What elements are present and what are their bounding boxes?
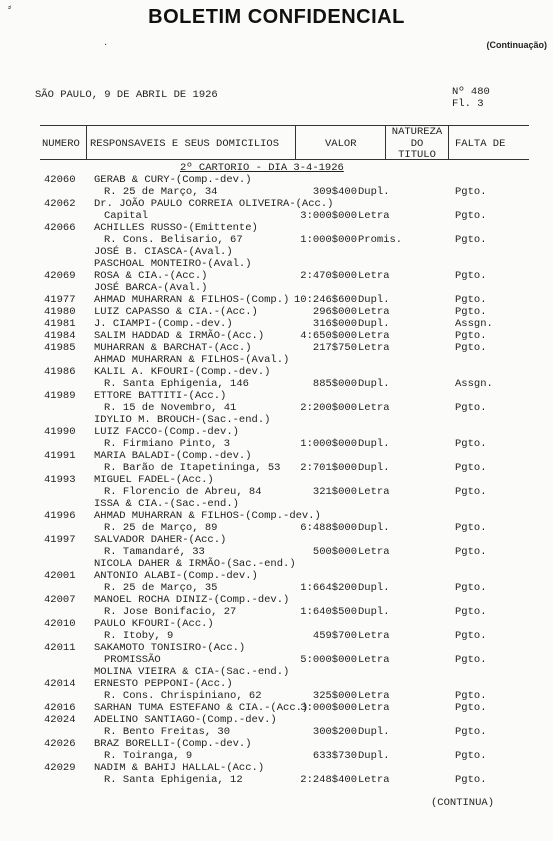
title-nature: Letra: [358, 774, 390, 786]
responsible-name: ACHILLES RUSSO-(Emittente): [94, 222, 258, 234]
table-row: [0, 702, 553, 714]
entry-value: 6:488$000: [300, 522, 357, 534]
entry-number: 41990: [44, 426, 76, 438]
entry-value: 296$000: [312, 306, 357, 318]
continua-note: (CONTINUA): [431, 797, 495, 809]
table-row: [0, 558, 553, 570]
entry-value: 885$000: [312, 378, 357, 390]
missing-reason: Pgto.: [455, 234, 487, 246]
missing-reason: Pgto.: [455, 690, 487, 702]
table-row: [0, 750, 553, 762]
column-header-responsaveis: RESPONSAVEIS E SEUS DOMICILIOS: [90, 138, 280, 150]
responsible-address: R. 25 de Março, 89: [104, 522, 218, 534]
table-row: [0, 234, 553, 246]
responsible-name: LUIZ FACCO-(Comp.-dev.): [94, 426, 239, 438]
entry-number: 41981: [44, 318, 76, 330]
entry-number: 41989: [44, 390, 76, 402]
table-row: [0, 402, 553, 414]
responsible-name: ETTORE BATTITI-(Acc.): [94, 390, 227, 402]
responsible-address: R. Jose Bonifacio, 27: [104, 606, 237, 618]
column-header-natureza: NATUREZA: [391, 126, 443, 138]
responsible-name: ANTONIO ALABI-(Comp.-dev.): [94, 570, 258, 582]
entry-number: 42011: [44, 642, 76, 654]
missing-reason: Pgto.: [455, 486, 487, 498]
title-nature: Letra: [358, 690, 390, 702]
entry-number: 42062: [44, 198, 76, 210]
entry-number: 41996: [44, 510, 76, 522]
table-row: [0, 426, 553, 438]
entry-value: 3:000$000: [300, 210, 357, 222]
responsible-name: ISSA & CIA.-(Sac.-end.): [94, 498, 239, 510]
missing-reason: Pgto.: [455, 726, 487, 738]
entry-number: 41977: [44, 294, 76, 306]
bulletin-number: Nº 480: [452, 86, 490, 98]
entry-value: 2:470$000: [300, 270, 357, 282]
entry-value: 1:000$000: [300, 234, 357, 246]
responsible-name: MIGUEL FADEL-(Acc.): [94, 474, 214, 486]
responsible-address: R. Firmiano Pinto, 3: [104, 438, 231, 450]
table-row: [0, 294, 553, 306]
responsible-name: PAULO KFOURI-(Acc.): [94, 618, 214, 630]
missing-reason: Pgto.: [455, 702, 487, 714]
responsible-name: MARIA BALADI-(Comp.-dev.): [94, 450, 252, 462]
table-row: [0, 282, 553, 294]
responsible-name: GERAB & CURY-(Comp.-dev.): [94, 174, 252, 186]
table-row: [0, 222, 553, 234]
entry-number: 42060: [44, 174, 76, 186]
entry-number: 42014: [44, 678, 76, 690]
table-row: [0, 246, 553, 258]
entry-value: 10:246$600: [293, 294, 357, 306]
table-row: [0, 582, 553, 594]
entry-value: 1:640$500: [300, 606, 357, 618]
responsible-address: R. Tamandaré, 33: [104, 546, 205, 558]
continuation-note: (Continuação): [486, 40, 547, 50]
table-header-bottom-rule: [40, 159, 529, 160]
table-row: [0, 306, 553, 318]
entry-number: 42007: [44, 594, 76, 606]
table-row: [0, 450, 553, 462]
responsible-name: MANOEL ROCHA DINIZ-(Comp.-dev.): [94, 594, 290, 606]
missing-reason: Pgto.: [455, 306, 487, 318]
table-row: [0, 762, 553, 774]
entry-number: 41985: [44, 342, 76, 354]
table-row: [0, 534, 553, 546]
entry-number: 41997: [44, 534, 76, 546]
title-nature: Promis.: [358, 234, 403, 246]
missing-reason: Pgto.: [455, 342, 487, 354]
entry-value: 300$200: [312, 726, 357, 738]
title-nature: Letra: [358, 342, 390, 354]
responsible-name: NICOLA DAHER & IRMÃO-(Sac.-end.): [94, 558, 296, 570]
table-row: [0, 342, 553, 354]
table-row: [0, 642, 553, 654]
responsible-name: J. CIAMPI-(Comp.-dev.): [94, 318, 233, 330]
entry-value: 3:000$000: [300, 702, 357, 714]
table-row: [0, 714, 553, 726]
responsible-name: BRAZ BORELLI-(Comp.-dev.): [94, 738, 252, 750]
title-nature: Dupl.: [358, 378, 390, 390]
column-divider: [448, 125, 449, 159]
missing-reason: Pgto.: [455, 582, 487, 594]
responsible-address: R. 25 de Março, 34: [104, 186, 218, 198]
table-row: [0, 366, 553, 378]
missing-reason: Pgto.: [455, 606, 487, 618]
responsible-address: Capital: [104, 210, 149, 222]
column-header-natureza-do: DO: [410, 138, 424, 150]
missing-reason: Pgto.: [455, 330, 487, 342]
table-row: [0, 546, 553, 558]
title-nature: Dupl.: [358, 438, 390, 450]
table-row: [0, 258, 553, 270]
entry-value: 500$000: [312, 546, 357, 558]
table-row: [0, 618, 553, 630]
missing-reason: Pgto.: [455, 186, 487, 198]
table-row: [0, 774, 553, 786]
entry-value: 325$000: [312, 690, 357, 702]
entry-value: 2:248$400: [300, 774, 357, 786]
section-heading: 2º CARTORIO - DIA 3-4-1926: [180, 162, 344, 174]
table-row: [0, 726, 553, 738]
missing-reason: Pgto.: [455, 630, 487, 642]
table-row: [0, 462, 553, 474]
table-row: [0, 186, 553, 198]
table-row: [0, 690, 553, 702]
table-row: [0, 210, 553, 222]
title-nature: Dupl.: [358, 186, 390, 198]
table-row: [0, 738, 553, 750]
table-row: [0, 606, 553, 618]
column-header-numero: NUMERO: [42, 138, 80, 150]
title-nature: Dupl.: [358, 522, 390, 534]
table-row: [0, 498, 553, 510]
entry-number: 42016: [44, 702, 76, 714]
missing-reason: Pgto.: [455, 462, 487, 474]
responsible-name: ROSA & CIA.-(Acc.): [94, 270, 208, 282]
folio-number: Fl. 3: [452, 98, 484, 110]
responsible-name: JOSÉ BARCA-(Aval.): [94, 282, 208, 294]
responsible-name: MUHARRAN & BARCHAT-(Acc.): [94, 342, 252, 354]
missing-reason: Pgto.: [455, 522, 487, 534]
entry-number: 41984: [44, 330, 76, 342]
responsible-address: R. Santa Ephigenia, 146: [104, 378, 249, 390]
entry-number: 42066: [44, 222, 76, 234]
table-row: [0, 474, 553, 486]
responsible-address: R. 25 de Março, 35: [104, 582, 218, 594]
responsible-address: R. Bento Freitas, 30: [104, 726, 231, 738]
entry-value: 217$750: [312, 342, 357, 354]
missing-reason: Pgto.: [455, 294, 487, 306]
responsible-name: ERNESTO PEPPONI-(Acc.): [94, 678, 233, 690]
title-nature: Dupl.: [358, 726, 390, 738]
responsible-name: ADELINO SANTIAGO-(Comp.-dev.): [94, 714, 277, 726]
column-divider: [86, 125, 87, 159]
title-nature: Letra: [358, 330, 390, 342]
table-row: [0, 630, 553, 642]
responsible-name: JOSÉ B. CIASCA-(Aval.): [94, 246, 233, 258]
responsible-name: KALIL A. KFOURI-(Comp.-dev.): [94, 366, 271, 378]
entry-number: 42029: [44, 762, 76, 774]
responsible-name: SALIM HADDAD & IRMÃO-(Acc.): [94, 330, 265, 342]
title-nature: Letra: [358, 402, 390, 414]
missing-reason: Pgto.: [455, 210, 487, 222]
title-nature: Letra: [358, 486, 390, 498]
missing-reason: Pgto.: [455, 546, 487, 558]
entry-number: 42026: [44, 738, 76, 750]
title-nature: Dupl.: [358, 462, 390, 474]
responsible-address: R. Santa Ephigenia, 12: [104, 774, 243, 786]
table-row: [0, 510, 553, 522]
page-title: BOLETIM CONFIDENCIAL: [148, 6, 405, 28]
responsible-address: R. Toiranga, 9: [104, 750, 193, 762]
missing-reason: Pgto.: [455, 750, 487, 762]
missing-reason: Pgto.: [455, 438, 487, 450]
corner-mark: ⸗: [8, 2, 12, 13]
responsible-address: R. Cons. Belisario, 67: [104, 234, 243, 246]
column-divider: [295, 125, 296, 159]
responsible-address: R. Barão de Itapetininga, 53: [104, 462, 281, 474]
table-row: [0, 270, 553, 282]
responsible-name: SALVADOR DAHER-(Acc.): [94, 534, 227, 546]
entry-value: 4:650$000: [300, 330, 357, 342]
responsible-address: R. Cons. Chrispiniano, 62: [104, 690, 262, 702]
entry-value: 316$000: [312, 318, 357, 330]
responsible-name: AHMAD MUHARRAN & FILHOS-(Comp.): [94, 294, 290, 306]
column-header-valor: VALOR: [325, 138, 357, 150]
responsible-name: IDYLIO M. BROUCH-(Sac.-end.): [94, 414, 271, 426]
missing-reason: Assgn.: [455, 378, 493, 390]
title-nature: Letra: [358, 210, 390, 222]
entry-value: 459$700: [312, 630, 357, 642]
table-row: [0, 570, 553, 582]
entry-value: 2:200$000: [300, 402, 357, 414]
table-row: [0, 438, 553, 450]
entry-number: 42001: [44, 570, 76, 582]
responsible-name: MOLINA VIEIRA & CIA-(Sac.-end.): [94, 666, 290, 678]
responsible-address: R. 15 de Novembro, 41: [104, 402, 237, 414]
entry-value: 1:000$000: [300, 438, 357, 450]
entry-number: 41993: [44, 474, 76, 486]
table-row: [0, 354, 553, 366]
responsible-address: R. Itoby, 9: [104, 630, 174, 642]
table-row: [0, 330, 553, 342]
table-header-top-rule: [40, 125, 529, 126]
responsible-name: LUIZ CAPASSO & CIA.-(Acc.): [94, 306, 258, 318]
table-row: [0, 654, 553, 666]
title-nature: Dupl.: [358, 606, 390, 618]
table-row: [0, 378, 553, 390]
column-header-falta: FALTA DE: [455, 138, 506, 150]
missing-reason: Pgto.: [455, 774, 487, 786]
responsible-name: AHMAD MUHARRAN & FILHOS-(Aval.): [94, 354, 290, 366]
table-row: [0, 318, 553, 330]
title-nature: Letra: [358, 306, 390, 318]
responsible-name: SARHAN TUMA ESTEFANO & CIA.-(Acc.): [94, 702, 309, 714]
title-nature: Letra: [358, 630, 390, 642]
title-nature: Dupl.: [358, 294, 390, 306]
entry-number: 42010: [44, 618, 76, 630]
entry-value: 5:000$000: [300, 654, 357, 666]
entry-value: 309$400: [312, 186, 357, 198]
entry-value: 633$730: [312, 750, 357, 762]
table-row: [0, 666, 553, 678]
responsible-name: Dr. JOÃO PAULO CORREIA OLIVEIRA-(Acc.): [94, 198, 334, 210]
table-row: [0, 414, 553, 426]
entry-value: 1:664$200: [300, 582, 357, 594]
title-nature: Letra: [358, 702, 390, 714]
table-row: [0, 678, 553, 690]
entry-number: 42024: [44, 714, 76, 726]
missing-reason: Assgn.: [455, 318, 493, 330]
column-header-natureza-titulo: TITULO: [398, 149, 436, 161]
responsible-name: PASCHOAL MONTEIRO-(Aval.): [94, 258, 252, 270]
missing-reason: Pgto.: [455, 402, 487, 414]
title-nature: Dupl.: [358, 582, 390, 594]
missing-reason: Pgto.: [455, 270, 487, 282]
entry-number: 41991: [44, 450, 76, 462]
responsible-name: SAKAMOTO TONISIRO-(Acc.): [94, 642, 246, 654]
table-row: [0, 174, 553, 186]
entry-value: 2:701$000: [300, 462, 357, 474]
entry-number: 41980: [44, 306, 76, 318]
stray-dot: ·: [104, 40, 108, 51]
title-nature: Dupl.: [358, 750, 390, 762]
entry-value: 321$000: [312, 486, 357, 498]
table-row: [0, 594, 553, 606]
title-nature: Dupl.: [358, 318, 390, 330]
table-row: [0, 522, 553, 534]
entry-number: 41986: [44, 366, 76, 378]
entry-number: 42069: [44, 270, 76, 282]
table-row: [0, 486, 553, 498]
missing-reason: Pgto.: [455, 654, 487, 666]
title-nature: Letra: [358, 654, 390, 666]
table-row: [0, 198, 553, 210]
title-nature: Letra: [358, 270, 390, 282]
responsible-name: NADIM & BAHIJ HALLAL-(Acc.): [94, 762, 265, 774]
responsible-address: PROMISSÃO: [104, 654, 161, 666]
date-line: SÃO PAULO, 9 DE ABRIL DE 1926: [35, 89, 218, 101]
responsible-address: R. Florencio de Abreu, 84: [104, 486, 262, 498]
table-row: [0, 390, 553, 402]
responsible-name: AHMAD MUHARRAN & FILHOS-(Comp.-dev.): [94, 510, 321, 522]
title-nature: Letra: [358, 546, 390, 558]
